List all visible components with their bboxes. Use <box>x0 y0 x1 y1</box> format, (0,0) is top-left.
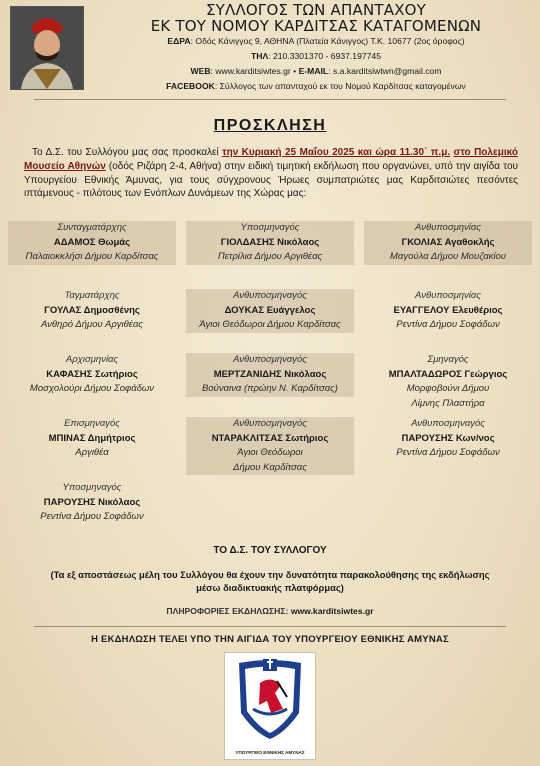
hero-rank: Σμηναγός <box>427 354 469 365</box>
hero-entry <box>364 289 532 333</box>
facebook-line: FACEBOOK: Σύλλογος των απανταχού εκ του Νομού Καρδίτσας καταγομένων <box>166 81 466 91</box>
hero-entry <box>186 417 354 475</box>
hero-name: ΠΑΡΟΥΣΗΣ Νικόλαος <box>43 496 141 508</box>
hero-name: ΚΑΦΑΣΗΣ Σωτήριος <box>46 368 138 380</box>
ministry-logo-caption: ΥΠΟΥΡΓΕΙΟ ΕΘΝΙΚΗΣ ΑΜΥΝΑΣ <box>235 750 305 755</box>
hero-name: ΑΔΑΜΟΣ Θωμάς <box>53 236 131 248</box>
hero-name: ΜΠΙΝΑΣ Δημήτριος <box>48 432 136 444</box>
hero-entry <box>364 417 532 461</box>
association-name-line2: ΕΚ ΤΟΥ ΝΟΜΟΥ ΚΑΡΔΙΤΣΑΣ ΚΑΤΑΓΟΜΕΝΩΝ <box>150 17 482 35</box>
hero-name: ΜΠΑΛΤΑΔΩΡΟΣ Γεώργιος <box>388 368 508 380</box>
hero-place: Άγιοι Θεόδωροι <box>237 447 303 458</box>
hero-place: Ανθηρό Δήμου Αργιθέας <box>40 319 143 330</box>
hero-rank: Ανθυποσμηναγός <box>411 418 485 429</box>
board-signature: ΤΟ Δ.Σ. ΤΟΥ ΣΥΛΛΟΓΟΥ <box>213 545 327 556</box>
address-line: ΕΔΡΑ: Οδός Κάνιγγος 9, ΑΘΗΝΑ (Πλατεία Κάνιγγος) Τ.Κ. 10677 (2ος όροφος) <box>167 36 465 46</box>
page-title: ΠΡΟΣΚΛΗΣΗ <box>213 117 327 134</box>
hero-entry <box>186 353 354 397</box>
hero-rank: Υποσμηναγός <box>240 222 300 233</box>
hero-name: ΓΙΟΛΔΑΣΗΣ Νικόλαος <box>220 236 320 248</box>
info-link[interactable]: www.karditsiwtes.gr <box>290 606 374 616</box>
hero-place: Άγιοι Θεόδωροι Δήμου Καρδίτσας <box>199 319 341 330</box>
web-email-line: WEB: www.karditsiwtes.gr • E-MAIL: s.a.karditsiwtwn@gmail.com <box>190 66 442 76</box>
hero-name: ΕΥΑΓΓΕΛΟΥ Ελευθέριος <box>393 304 503 316</box>
remote-attendance-note: (Τα εξ αποστάσεως μέλη του Συλλόγου θα έχουν την δυνατότητα παρακολούθησης της εκδήλωσης μέσω διαδικτυακής πλατφόρμας) <box>50 569 490 593</box>
hero-name: ΓΟΥΛΑΣ Δημοσθένης <box>44 304 140 316</box>
hero-rank: Ταγματάρχης <box>64 290 120 301</box>
hero-name: ΠΑΡΟΥΣΗΣ Κων/νος <box>401 432 495 444</box>
event-venue: στο Πολεμικό Μουσείο Αθηνών <box>24 147 518 172</box>
hero-entry <box>8 353 176 397</box>
hero-rank: Ανθυποσμηνίας <box>415 290 481 301</box>
ministry-logo <box>224 652 316 760</box>
hero-name: ΔΟΥΚΑΣ Ευάγγελος <box>224 304 316 316</box>
association-header <box>96 2 536 94</box>
footer-divider <box>34 626 506 627</box>
hero-entry <box>8 417 176 461</box>
hero-place-line2: Λίμνης Πλαστήρα <box>411 397 485 409</box>
hero-name: ΜΕΡΤΖΑΝΙΔΗΣ Νικόλαος <box>213 368 327 380</box>
hero-place: Μαγούλα Δήμου Μουζακίου <box>390 251 506 262</box>
hero-entry <box>364 353 532 411</box>
hero-rank: Αρχισμηνίας <box>65 354 119 365</box>
hero-rank: Ανθυποσμηναγός <box>233 354 307 365</box>
hero-entry <box>8 481 176 525</box>
portrait-image <box>10 6 84 90</box>
hero-place: Πετρίλια Δήμου Αργιθέας <box>217 251 323 262</box>
hero-place: Βούναινα (πρώην Ν. Καρδίτσας) <box>202 383 338 394</box>
hero-place: Ρεντίνα Δήμου Σοφάδων <box>396 447 500 458</box>
auspices-line: Η ΕΚΔΗΛΩΣΗ ΤΕΛΕΙ ΥΠΟ ΤΗΝ ΑΙΓΙΔΑ ΤΟΥ ΥΠΟΥΡΓΕΙΟΥ ΕΘΝΙΚΗΣ ΑΜΥΝΑΣ <box>91 634 449 645</box>
hero-entry <box>8 221 176 265</box>
hero-rank: Ανθυποσμηνίας <box>415 222 481 233</box>
hero-name: ΓΚΟΛΙΑΣ Αγαθοκλής <box>401 236 495 248</box>
phone-line: ΤΗΛ: 210.3301370 - 6937.197745 <box>251 51 381 61</box>
header-divider <box>34 99 506 100</box>
invitation-text: Το Δ.Σ. του Συλλόγου μας σας προσκαλεί την Κυριακή 25 Μαΐου 2025 και ώρα 11.30΄ π.μ. στο Πολεμικό Μουσείο Αθηνών (οδός Ριζάρη 2-4, Αθήνα) στην ειδική τιμητική εκδήλωση που οργανώνει, υπό την αιγίδα του Υπουργείου Εθνικής Άμυνας, για τους σύγχρονους Ήρωες συμπατριώτες μας Καρδιτσιώτες πεσόντες ιπτάμενους - πιλότους των Ενόπλων Δυνάμεων της Χώρας μας: <box>24 147 519 200</box>
event-date: την Κυριακή 25 Μαΐου 2025 και ώρα 11.30΄ π.μ. <box>222 147 451 158</box>
hero-entry <box>364 221 532 265</box>
hero-rank: Ανθυποσμηναγός <box>233 418 307 429</box>
hero-place: Ρεντίνα Δήμου Σοφάδων <box>40 511 144 522</box>
hero-place: Αργιθέα <box>75 447 109 458</box>
hero-rank: Υποσμηναγός <box>62 482 122 493</box>
event-info-line: ΠΛΗΡΟΦΟΡΙΕΣ ΕΚΔΗΛΩΣΗΣ: www.karditsiwtes.gr <box>166 606 374 616</box>
hero-entry <box>8 289 176 333</box>
hero-place: Ρεντίνα Δήμου Σοφάδων <box>396 319 500 330</box>
hero-place-line2: Δήμου Καρδίτσας <box>233 461 307 473</box>
association-name-line1: ΣΥΛΛΟΓΟΣ ΤΩΝ ΑΠΑΝΤΑΧΟΥ <box>205 1 427 19</box>
hero-place: Μορφοβούνι Δήμου <box>406 383 490 394</box>
hero-place: Παλαιοκκλήσι Δήμου Καρδίτσας <box>25 251 159 262</box>
hero-name: ΝΤΑΡΑΚΛΙΤΣΑΣ Σωτήριος <box>211 432 329 444</box>
hero-place: Μοσχολούρι Δήμου Σοφάδων <box>29 383 155 394</box>
hero-entry <box>186 221 354 265</box>
hero-rank: Συνταγματάρχης <box>57 222 127 233</box>
hero-rank: Ανθυποσμηναγός <box>233 290 307 301</box>
hero-rank: Επισμηναγός <box>64 418 120 429</box>
hero-entry <box>186 289 354 333</box>
